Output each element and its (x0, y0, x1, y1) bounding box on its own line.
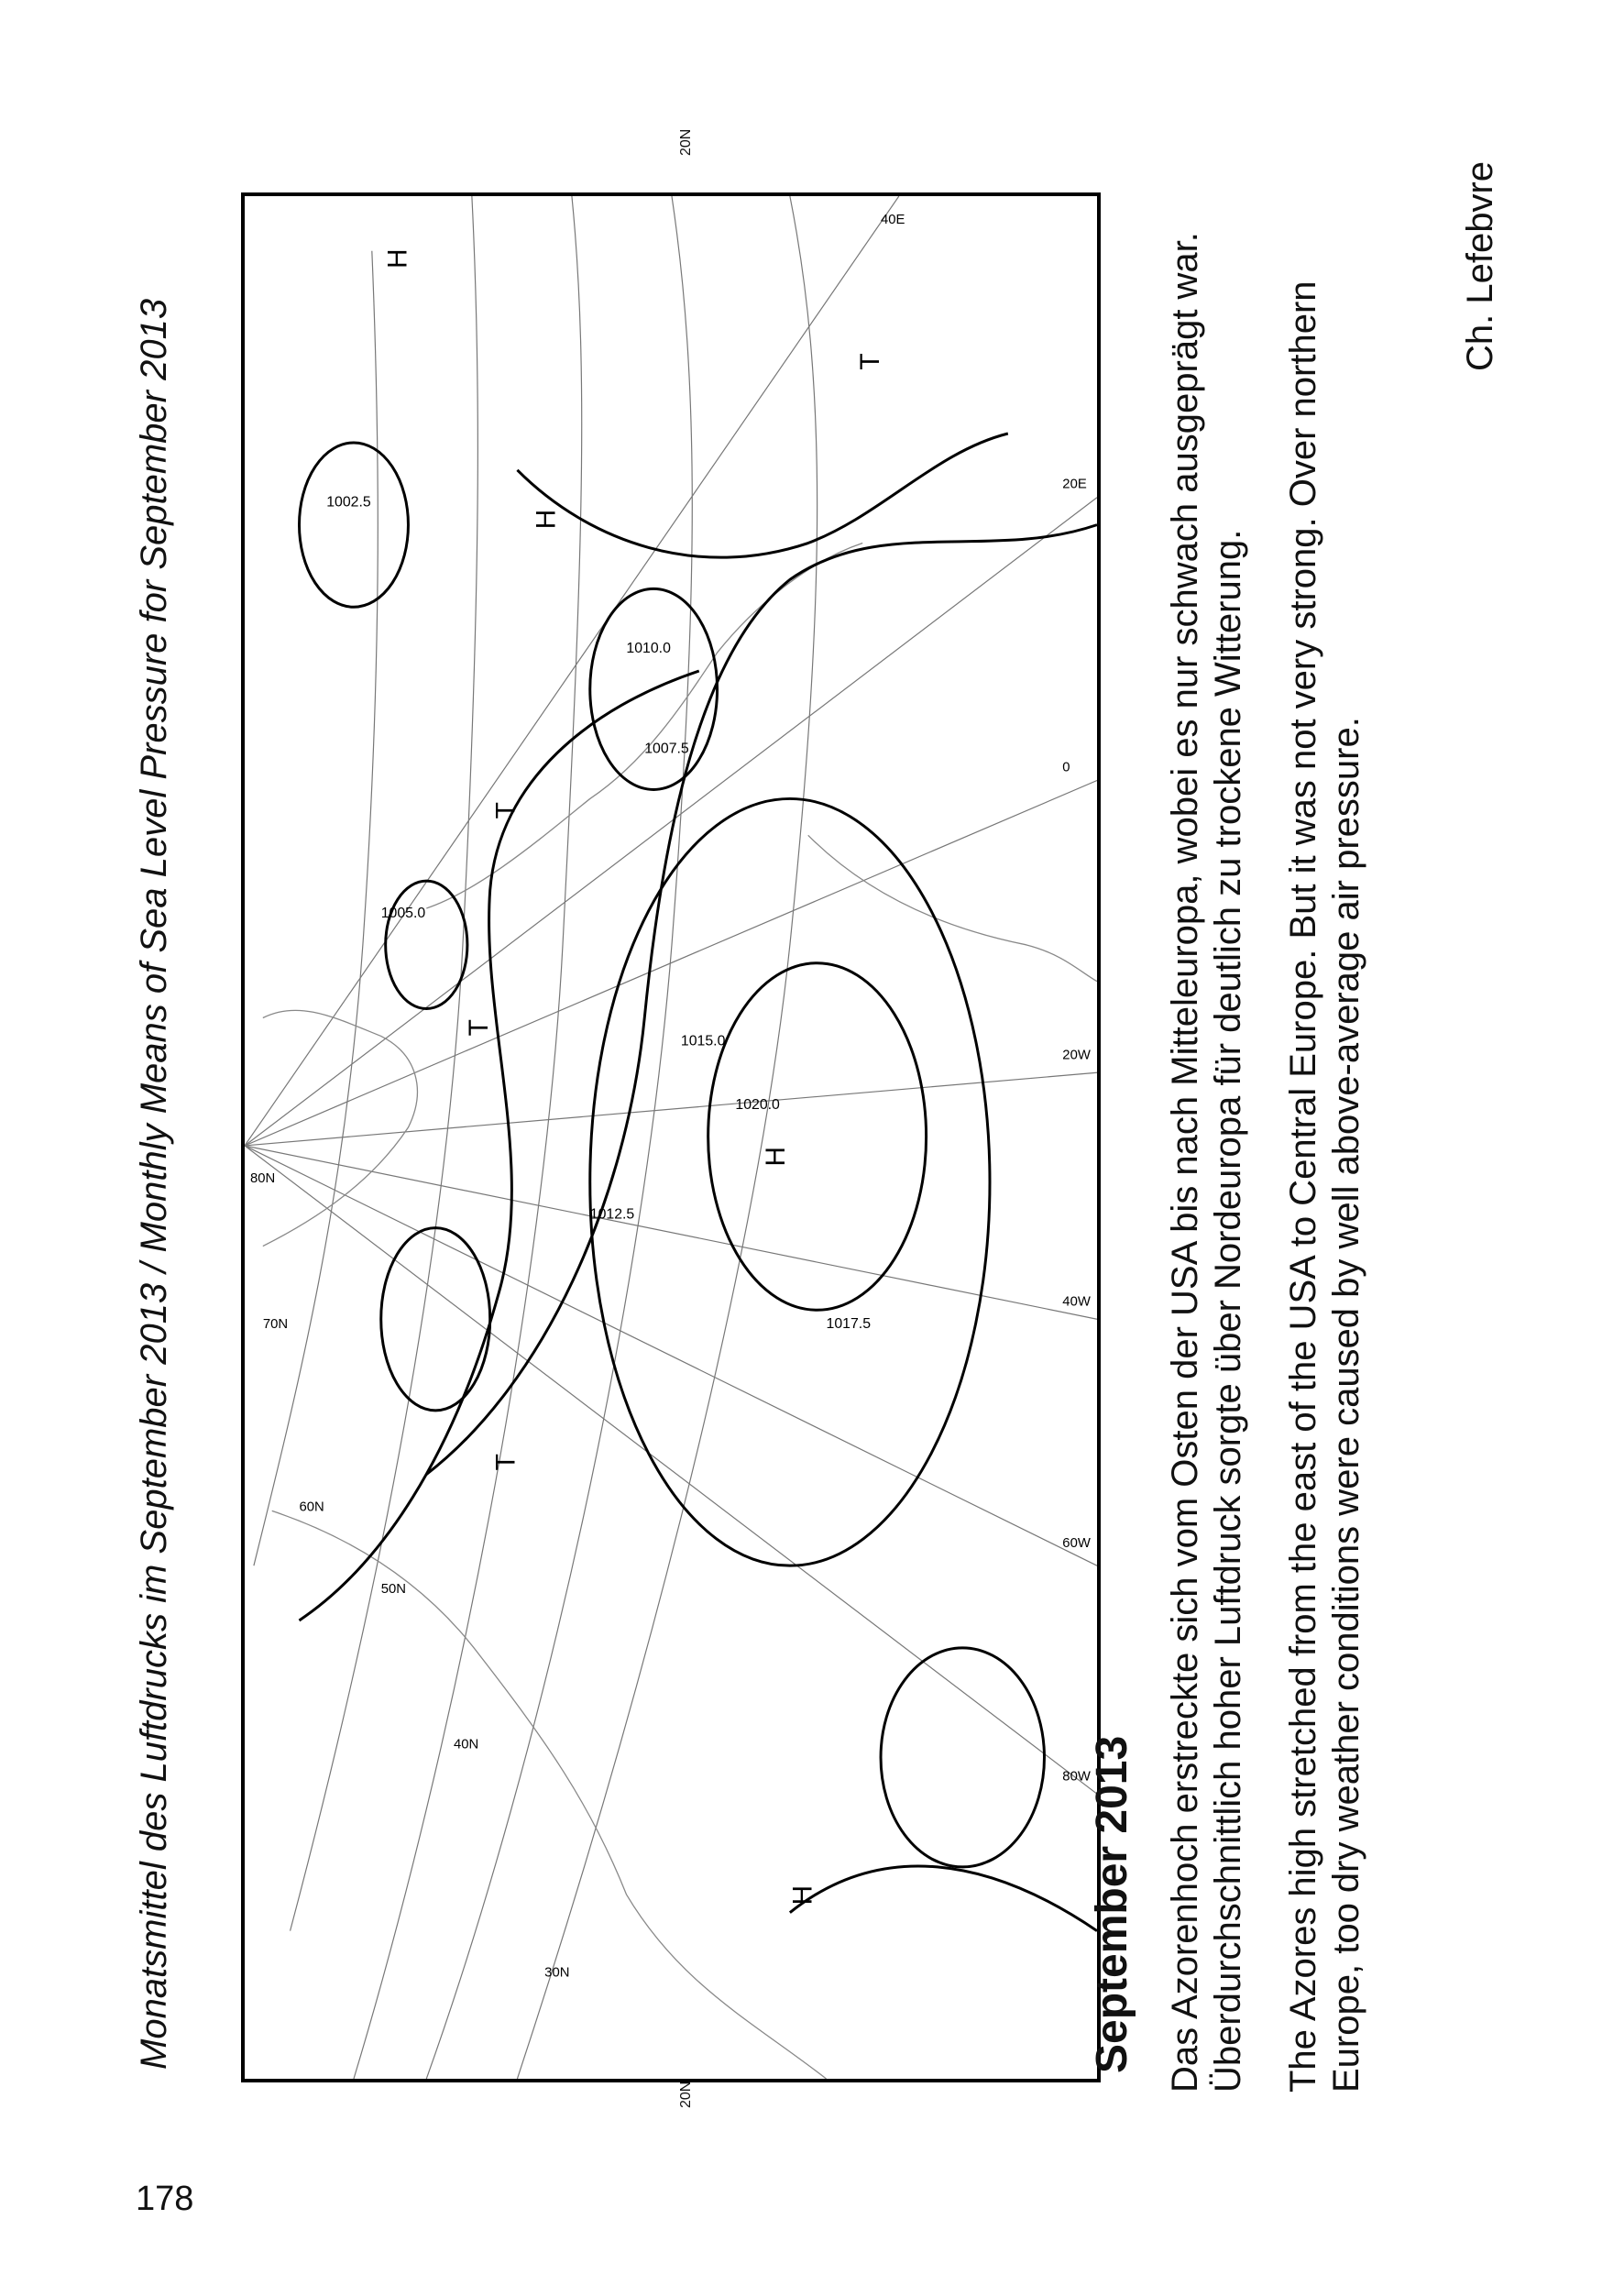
lon-label: 0 (1062, 760, 1070, 775)
low-pressure-center: T (855, 353, 886, 370)
description-en-line-1: The Azores high stretched from the east of the USA to Central Europe. But it was not very strong. Over northern (1283, 280, 1323, 2093)
map-month-label: September 2013 (1088, 1735, 1136, 2073)
lat-label: 60N (299, 1500, 324, 1515)
author-credit: Ch. Lefebvre (1460, 160, 1500, 371)
isobar-1002-5-low-black-sea (299, 443, 408, 607)
isobar-map-svg (245, 196, 1097, 2079)
low-pressure-center: T (464, 1019, 495, 1037)
isobar-label: 1010.0 (626, 641, 671, 657)
isobar-label: 1017.5 (826, 1316, 872, 1333)
description-de-line-2: Überdurchschnittlich hoher Luftdruck sorgte über Nordeuropa für deutlich zu trockene Witterung. (1208, 529, 1248, 2093)
lon-label: 40W (1062, 1294, 1091, 1310)
high-pressure-center: H (382, 248, 413, 269)
lon-label: 60W (1062, 1536, 1091, 1552)
isobar-label: 1002.5 (326, 494, 371, 511)
isobar-label: 1015.0 (680, 1033, 726, 1049)
lat-circle-50n (354, 196, 582, 2079)
isobar-1015-usa (787, 1866, 1097, 1931)
page-title: Monatsmittel des Luftdrucks im September 2013 / Monthly Means of Sea Level Pressure for September 2013 (134, 298, 174, 2070)
isobar-label: 1007.5 (644, 741, 689, 757)
isobar-1017-5-azores (590, 798, 990, 1565)
lon-label: 20W (1062, 1048, 1091, 1063)
high-pressure-center: H (761, 1146, 792, 1167)
isobar-1020-azores (708, 963, 927, 1311)
coastlines (263, 544, 1097, 2079)
low-pressure-center: T (490, 802, 521, 819)
lon-label: 20E (1062, 477, 1087, 492)
lat-label: 40N (454, 1737, 479, 1752)
description-en-line-2: Europe, too dry weather conditions were caused by well above-average air pressure. (1326, 717, 1366, 2093)
description-de-line-1: Das Azorenhoch erstreckte sich vom Osten der USA bis nach Mitteleuropa, wobei es nur schwach ausgeprägt war. (1165, 232, 1205, 2093)
isobar-labels (326, 495, 871, 1333)
isobar-label: 1005.0 (380, 905, 426, 921)
isobar-1017-5-usa (881, 1648, 1044, 1867)
coast-north-america (272, 1511, 827, 2079)
meridian-80w (245, 1146, 1097, 1794)
lat-label: 80N (249, 1170, 276, 1186)
isobar-1005-low-svalbard (386, 881, 467, 1008)
isobar-label: 1020.0 (735, 1097, 780, 1114)
isobar-1007-5-east (517, 434, 1007, 557)
meridian-40w (245, 1146, 1097, 1319)
meridian-20w (245, 1072, 1097, 1146)
meridian-40e (245, 196, 899, 1146)
high-pressure-center: H (531, 509, 562, 530)
pressure-map (241, 192, 1101, 2082)
edge-lat-top: 20N (678, 128, 694, 156)
isobar-1015-atlantic (426, 525, 1097, 1475)
lat-label: 70N (262, 1317, 289, 1333)
lon-label: 40E (881, 212, 905, 227)
lat-label: 30N (544, 1965, 570, 1981)
isobars (299, 434, 1097, 1931)
pressure-centers (380, 248, 886, 1906)
lat-label: 50N (380, 1582, 406, 1598)
graticule-labels (250, 213, 1091, 1981)
page-number: 178 (136, 2180, 194, 2218)
edge-lat-bottom: 20N (678, 2081, 694, 2108)
high-pressure-center: H (787, 1884, 818, 1906)
meridian-20e (245, 498, 1097, 1146)
lat-circle-70n (254, 251, 378, 1565)
lat-circle-30n (517, 196, 817, 2079)
lon-label: 80W (1062, 1769, 1091, 1785)
lat-circle-40n (426, 196, 692, 2079)
low-pressure-center: T (490, 1454, 521, 1471)
isobar-label: 1012.5 (589, 1206, 635, 1223)
